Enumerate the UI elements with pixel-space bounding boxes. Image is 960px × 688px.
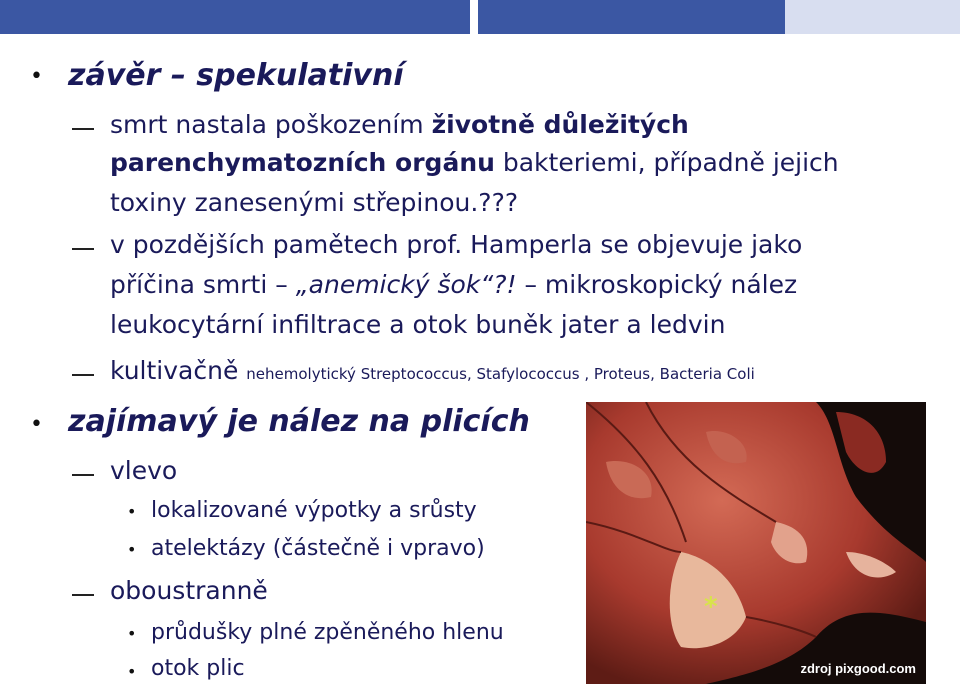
text-line: parenchymatozních orgánu bakteriemi, případně jejich bbox=[110, 148, 839, 177]
lung-illustration bbox=[586, 402, 926, 684]
text-line: v pozdějších pamětech prof. Hamperla se objevuje jako bbox=[110, 230, 803, 259]
dash-icon bbox=[72, 248, 94, 250]
section-heading: zajímavý je nález na plicích bbox=[68, 404, 530, 439]
bullet-icon: • bbox=[127, 502, 137, 521]
text-line: otok plic bbox=[151, 656, 245, 681]
text-line: kultivačně nehemolytický Streptococcus, Stafylococcus , Proteus, Bacteria Coli bbox=[110, 356, 755, 385]
bullet-icon: • bbox=[127, 540, 137, 559]
bullet-icon: • bbox=[30, 412, 43, 437]
header-bar-segment bbox=[478, 0, 785, 34]
text-line: průdušky plné zpěněného hlenu bbox=[151, 620, 504, 645]
text-line: atelektázy (částečně i vpravo) bbox=[151, 536, 485, 561]
text-line: příčina smrti – „anemický šok“?! – mikroskopický nález bbox=[110, 270, 798, 299]
header-bar bbox=[0, 0, 960, 34]
text-line: leukocytární infiltrace a otok buněk jater a ledvin bbox=[110, 310, 726, 339]
bullet-icon: • bbox=[127, 624, 137, 643]
lung-photo bbox=[586, 402, 926, 684]
text-line: lokalizované výpotky a srůsty bbox=[151, 498, 477, 523]
text-line: oboustranně bbox=[110, 576, 268, 605]
marker-asterisk: * bbox=[704, 592, 718, 622]
bullet-icon: • bbox=[30, 64, 43, 89]
dash-icon bbox=[72, 128, 94, 130]
dash-icon bbox=[72, 474, 94, 476]
section-heading: závěr – spekulativní bbox=[68, 58, 404, 93]
text-line: vlevo bbox=[110, 456, 178, 485]
dash-icon bbox=[72, 594, 94, 596]
header-bar-segment bbox=[0, 0, 470, 34]
text-line: smrt nastala poškozením životně důležitých bbox=[110, 110, 689, 139]
dash-icon bbox=[72, 374, 94, 376]
header-bar-segment bbox=[785, 0, 960, 34]
text-line: toxiny zanesenými střepinou.??? bbox=[110, 188, 519, 217]
bullet-icon: • bbox=[127, 662, 137, 681]
image-credit: zdroj pixgood.com bbox=[800, 661, 916, 676]
